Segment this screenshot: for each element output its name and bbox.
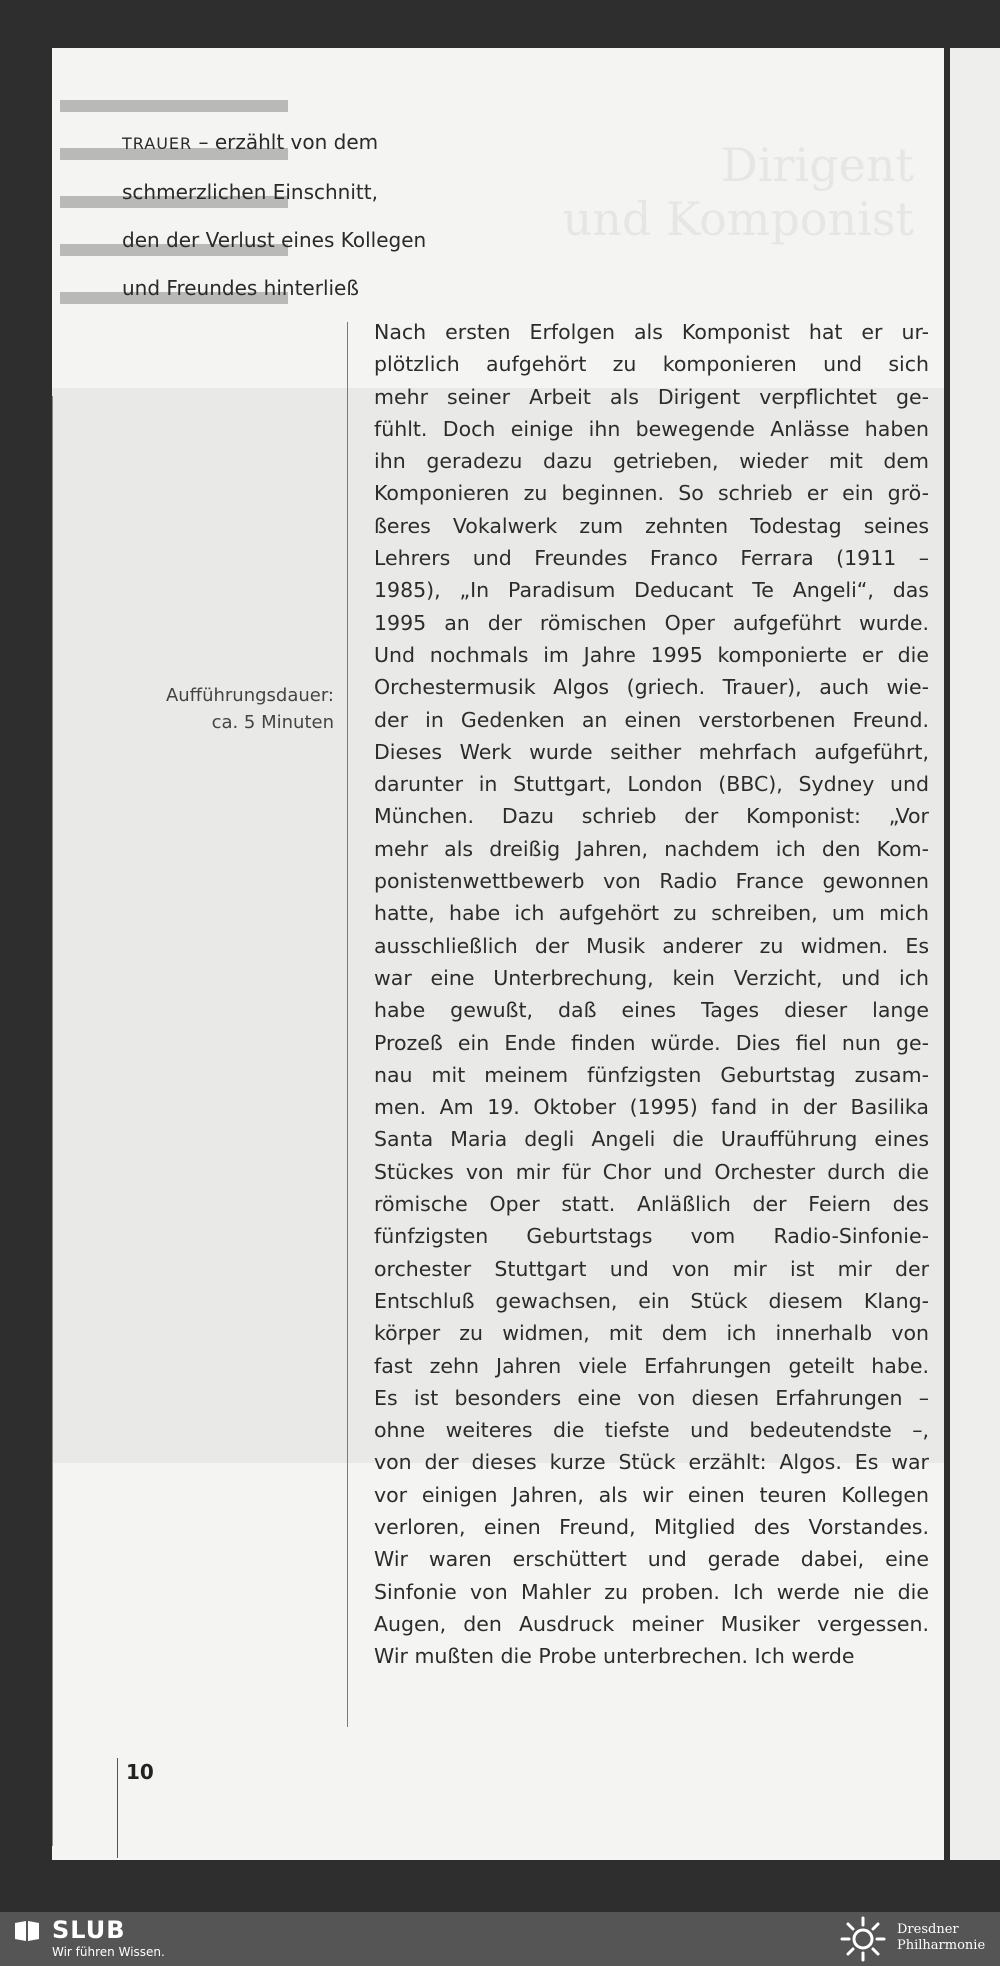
- body-line: ihn geradezu dazu getrieben, wieder mit dem: [374, 449, 929, 474]
- body-line: 1995 an der römischen Oper aufgeführt wurde.: [374, 610, 929, 635]
- body-line: mehr seiner Arbeit als Dirigent verpflichtet ge-: [374, 384, 929, 409]
- philharmonie-line-1: Dresdner: [897, 1922, 959, 1937]
- body-line: mehr als dreißig Jahren, nachdem ich den Kom-: [374, 836, 929, 861]
- slub-tagline: Wir führen Wissen.: [52, 1945, 165, 1959]
- body-line: Lehrers und Freundes Franco Ferrara (1911 –: [374, 546, 929, 571]
- body-line: Orchestermusik Algos (griech. Trauer), auch wie-: [374, 675, 929, 700]
- body-line: Komponieren zu beginnen. So schrieb er ein grö-: [374, 481, 929, 506]
- body-line: fünfzigsten Geburtstags vom Radio-Sinfonie-: [374, 1224, 929, 1249]
- intro-text: schmerzlichen Einschnitt,: [122, 180, 378, 204]
- body-line: ponistenwettbewerb von Radio France gewonnen: [374, 869, 929, 894]
- body-line: der in Gedenken an einen verstorbenen Freund.: [374, 707, 929, 732]
- duration-note: [142, 682, 334, 736]
- body-line: Wir waren erschüttert und gerade dabei, eine: [374, 1547, 929, 1572]
- philharmonie-line-2: Philharmonie: [897, 1938, 986, 1953]
- document-page: [52, 48, 944, 1860]
- body-line: plötzlich aufgehört zu komponieren und sich: [374, 352, 929, 377]
- body-line: men. Am 19. Oktober (1995) fand in der Basilika: [374, 1095, 929, 1120]
- book-icon: [14, 1920, 40, 1942]
- body-line: ßeres Vokalwerk zum zehnten Todestag seines: [374, 513, 929, 538]
- body-line: römische Oper statt. Anläßlich der Feiern des: [374, 1192, 929, 1217]
- body-line: vor einigen Jahren, als wir einen teuren Kollegen: [374, 1482, 929, 1507]
- body-line: körper zu widmen, mit dem ich innerhalb von: [374, 1321, 929, 1346]
- body-line: Augen, den Ausdruck meiner Musiker vergessen.: [374, 1611, 929, 1636]
- body-line: Nach ersten Erfolgen als Komponist hat er ur-: [374, 320, 929, 344]
- intro-block: [122, 118, 462, 312]
- body-line: Dieses Werk wurde seither mehrfach aufgeführt,: [374, 739, 929, 764]
- next-page-edge: [950, 48, 1000, 1860]
- ghost-heading: [563, 138, 914, 246]
- body-line: Und nochmals im Jahre 1995 komponierte er die: [374, 642, 929, 667]
- left-margin-rule: [52, 396, 53, 1846]
- body-line: 1985), „In Paradisum Deducant Te Angeli“, das: [374, 578, 929, 603]
- body-line: Sinfonie von Mahler zu proben. Ich werde nie die: [374, 1579, 929, 1604]
- body-line: verloren, einen Freund, Mitglied des Vorstandes.: [374, 1514, 929, 1539]
- intro-smallcaps-word: TRAUER: [122, 134, 193, 153]
- page-number: 10: [126, 1760, 154, 1784]
- ghost-heading-line-1: Dirigent: [720, 138, 914, 192]
- intro-line-1: [122, 118, 462, 168]
- philharmonie-logo-text: [897, 1922, 985, 1954]
- body-line: Es ist besonders eine von diesen Erfahrungen –: [374, 1385, 929, 1410]
- ghost-heading-line-2: und Komponist: [562, 192, 914, 246]
- body-text: [374, 316, 929, 1672]
- body-line: von der dieses kurze Stück erzählt: Algos. Es war: [374, 1450, 929, 1475]
- body-line: fühlt. Doch einige ihn bewegende Anlässe haben: [374, 416, 929, 441]
- body-line: war eine Unterbrechung, kein Verzicht, und ich: [374, 965, 929, 990]
- body-line: Entschluß gewachsen, ein Stück diesem Klang-: [374, 1288, 929, 1313]
- page-number-rule: [117, 1758, 118, 1858]
- intro-text: – erzählt von dem: [192, 130, 379, 154]
- intro-text: und Freundes hinterließ: [122, 276, 359, 300]
- duration-label: Aufführungsdauer:: [165, 685, 334, 706]
- body-line: orchester Stuttgart und von mir ist mir der: [374, 1256, 929, 1281]
- body-line: nau mit meinem fünfzigsten Geburtstag zusam-: [374, 1062, 929, 1087]
- column-divider: [347, 322, 348, 1727]
- body-line: ausschließlich der Musik anderer zu widmen. Es: [374, 933, 929, 958]
- footer-bar: [0, 1912, 1000, 1966]
- duration-value: ca. 5 Minuten: [211, 712, 334, 733]
- body-line: darunter in Stuttgart, London (BBC), Sydney und: [374, 772, 929, 797]
- intro-text: den der Verlust eines Kollegen: [122, 228, 427, 252]
- sunburst-logo-icon: [838, 1915, 888, 1963]
- body-line: München. Dazu schrieb der Komponist: „Vor: [374, 804, 929, 829]
- body-line: Stückes von mir für Chor und Orchester durch die: [374, 1159, 929, 1184]
- intro-line-2: [122, 168, 462, 216]
- body-line: habe gewußt, daß eines Tages dieser lange: [374, 998, 929, 1023]
- rule-bar: [60, 100, 288, 112]
- body-line: fast zehn Jahren viele Erfahrungen geteilt habe.: [374, 1353, 929, 1378]
- intro-line-4: [122, 264, 462, 312]
- intro-line-3: [122, 216, 462, 264]
- slub-logo-text: SLUB: [52, 1916, 126, 1944]
- body-line: Santa Maria degli Angeli die Uraufführung eines: [374, 1127, 929, 1152]
- body-line: hatte, habe ich aufgehört zu schreiben, um mich: [374, 901, 929, 926]
- body-line: ohne weiteres die tiefste und bedeutendste –,: [374, 1418, 929, 1443]
- body-line: Prozeß ein Ende finden würde. Dies fiel nun ge-: [374, 1030, 929, 1055]
- body-line: Wir mußten die Probe unterbrechen. Ich werde: [374, 1644, 855, 1669]
